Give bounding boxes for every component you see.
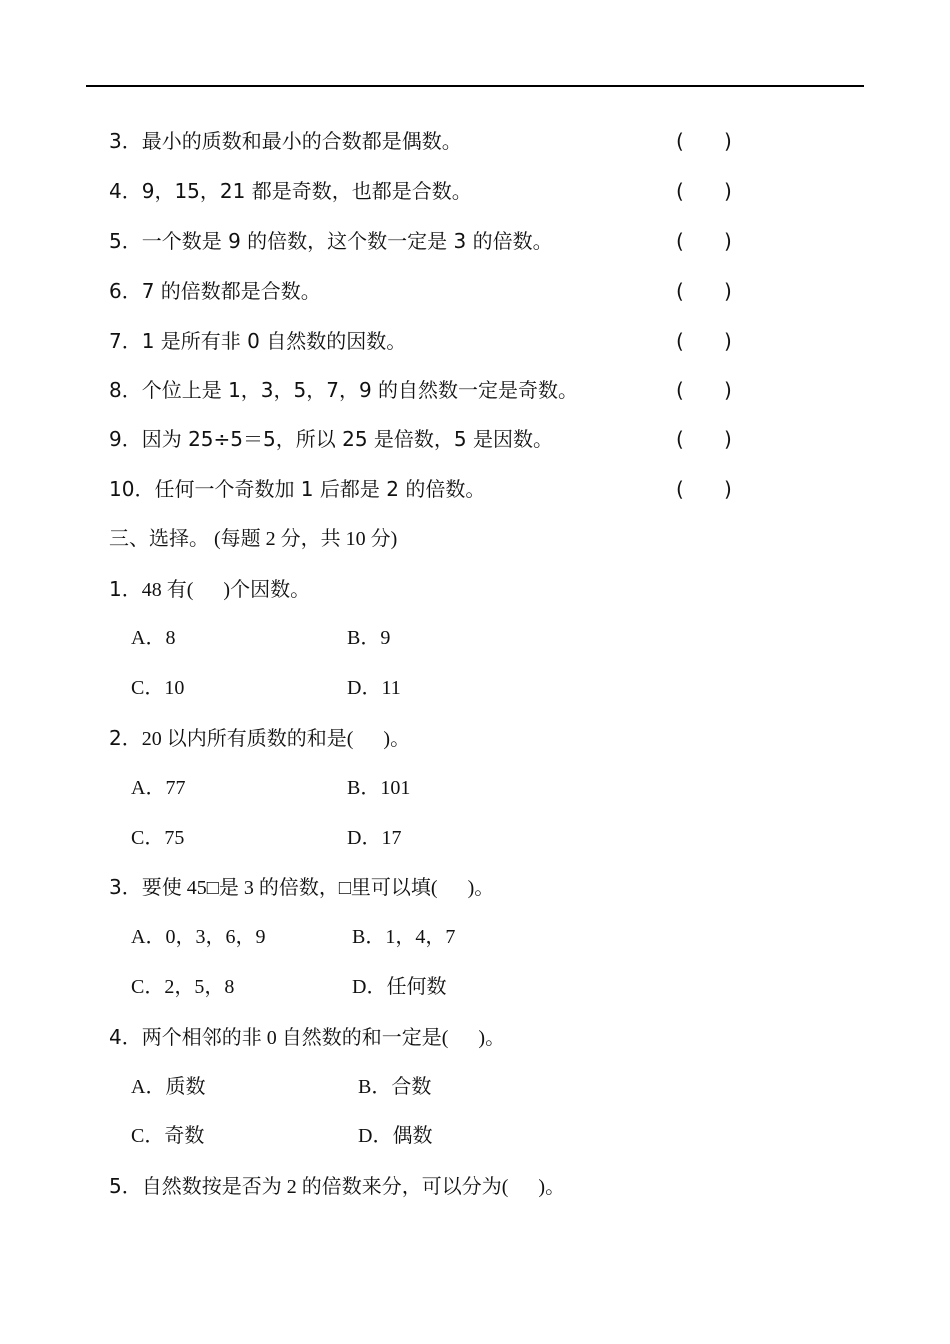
question-number: 1． [109, 577, 142, 601]
question-text-before: 要使 45□是 3 的倍数，□里可以填( [141, 877, 438, 899]
question-number: 2． [109, 726, 142, 750]
answer-blank[interactable] [676, 424, 772, 454]
paren-close: ) [724, 129, 732, 153]
paren-close: ) [724, 329, 732, 353]
question-number: 4． [109, 1025, 142, 1049]
option-c[interactable]: C．10 [131, 677, 185, 699]
paren-open: ( [676, 329, 684, 353]
option-c[interactable]: C．2，5，8 [131, 976, 235, 998]
tf-item-4: 4．9，15，21 都是奇数，也都是合数。 [109, 179, 472, 203]
option-d[interactable]: D．任何数 [352, 976, 447, 998]
answer-blank[interactable] [676, 326, 772, 356]
option-c[interactable]: C．奇数 [131, 1125, 205, 1147]
paren-close: ) [724, 229, 732, 253]
option-a[interactable]: A．77 [131, 777, 186, 799]
section-heading: 三、选择。 (每题 2 分，共 10 分) [109, 528, 398, 550]
option-a[interactable]: A．质数 [131, 1076, 206, 1098]
paren-close: ) [724, 179, 732, 203]
question-text-after: )。 [383, 728, 411, 750]
paren-close: ) [724, 378, 732, 402]
paren-open: ( [676, 129, 684, 153]
paren-close: ) [724, 477, 732, 501]
tf-item-5: 5．一个数是 9 的倍数，这个数一定是 3 的倍数。 [109, 229, 553, 253]
question-text-after: )。 [467, 877, 495, 899]
paren-open: ( [676, 477, 684, 501]
question-text-after: )。 [478, 1027, 506, 1049]
option-a[interactable]: A．8 [131, 627, 176, 649]
question-text-before: 48 有( [141, 579, 194, 601]
tf-item-9: 9．因为 25÷5＝5，所以 25 是倍数，5 是因数。 [109, 427, 553, 451]
question-text-before: 20 以内所有质数的和是( [141, 728, 354, 750]
answer-blank[interactable] [676, 276, 772, 306]
question-text-after: )。 [538, 1176, 566, 1198]
option-b[interactable]: B．1，4，7 [352, 926, 456, 948]
paren-open: ( [676, 279, 684, 303]
paren-open: ( [676, 179, 684, 203]
question-1 [109, 574, 310, 604]
tf-item-6: 6．7 的倍数都是合数。 [109, 279, 321, 303]
paren-open: ( [676, 229, 684, 253]
tf-item-7: 7．1 是所有非 0 自然数的因数。 [109, 329, 407, 353]
option-b[interactable]: B．9 [347, 627, 391, 649]
answer-blank[interactable] [676, 176, 772, 206]
question-text-before: 两个相邻的非 0 自然数的和一定是( [141, 1027, 449, 1049]
answer-blank[interactable] [676, 126, 772, 156]
option-d[interactable]: D．17 [347, 827, 402, 849]
paren-open: ( [676, 378, 684, 402]
question-3 [109, 872, 494, 902]
question-number: 3． [109, 875, 142, 899]
option-c[interactable]: C．75 [131, 827, 185, 849]
option-d[interactable]: D．偶数 [358, 1125, 433, 1147]
question-2 [109, 723, 410, 753]
question-number: 5． [109, 1174, 142, 1198]
answer-blank[interactable] [676, 375, 772, 405]
question-text-after: )个因数。 [223, 579, 311, 601]
option-b[interactable]: B．合数 [358, 1076, 432, 1098]
answer-blank[interactable] [676, 226, 772, 256]
header-rule [86, 85, 864, 87]
option-b[interactable]: B．101 [347, 777, 411, 799]
tf-item-10: 10．任何一个奇数加 1 后都是 2 的倍数。 [109, 477, 486, 501]
tf-item-3: 3．最小的质数和最小的合数都是偶数。 [109, 129, 462, 153]
tf-item-8: 8．个位上是 1，3，5，7，9 的自然数一定是奇数。 [109, 378, 579, 402]
paren-close: ) [724, 279, 732, 303]
paren-open: ( [676, 427, 684, 451]
question-4 [109, 1022, 505, 1052]
option-a[interactable]: A．0，3，6，9 [131, 926, 266, 948]
question-5 [109, 1171, 565, 1201]
question-text-before: 自然数按是否为 2 的倍数来分，可以分为( [141, 1176, 509, 1198]
paren-close: ) [724, 427, 732, 451]
option-d[interactable]: D．11 [347, 677, 401, 699]
answer-blank[interactable] [676, 474, 772, 504]
